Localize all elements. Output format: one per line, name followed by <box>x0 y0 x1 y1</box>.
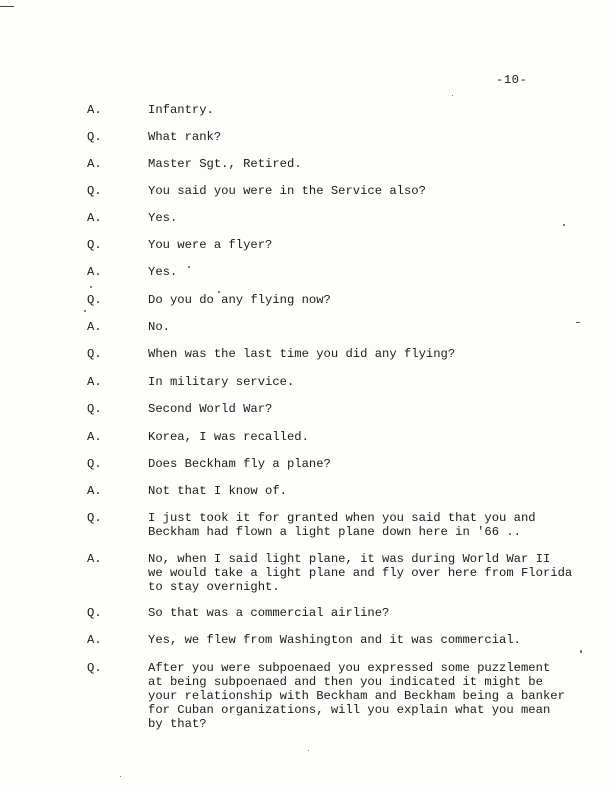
utterance-text: Master Sgt., Retired. <box>148 157 302 171</box>
scan-speck <box>84 310 86 312</box>
speaker-label: Q. <box>87 130 102 144</box>
scan-speck <box>308 750 309 751</box>
utterance-text: You were a flyer? <box>148 238 273 252</box>
utterance-text: When was the last time you did any flying? <box>148 347 456 361</box>
scan-speck <box>120 776 121 777</box>
speaker-label: A. <box>87 552 102 566</box>
scan-speck <box>563 224 565 226</box>
speaker-label: A. <box>87 103 102 117</box>
speaker-label: Q. <box>87 238 102 252</box>
speaker-label: Q. <box>87 347 102 361</box>
speaker-label: Q. <box>87 184 102 198</box>
speaker-label: Q. <box>87 661 102 675</box>
speaker-label: A. <box>87 320 102 334</box>
utterance-text: I just took it for granted when you said that you and Beckham had flown a light plane down here in '66 .. <box>148 511 536 539</box>
utterance-text: Yes. <box>148 211 178 225</box>
speaker-label: A. <box>87 430 102 444</box>
utterance-text: What rank? <box>148 130 222 144</box>
speaker-label: Q. <box>87 293 102 307</box>
scan-speck <box>580 650 582 653</box>
utterance-text: You said you were in the Service also? <box>148 184 426 198</box>
utterance-text: Korea, I was recalled. <box>148 430 309 444</box>
scan-speck <box>90 286 92 288</box>
speaker-label: Q. <box>87 511 102 525</box>
utterance-text: Do you do any flying now? <box>148 293 331 307</box>
utterance-text: Second World War? <box>148 402 273 416</box>
utterance-text: Does Beckham fly a plane? <box>148 457 331 471</box>
speaker-label: Q. <box>87 606 102 620</box>
speaker-label: Q. <box>87 402 102 416</box>
speaker-label: A. <box>87 375 102 389</box>
speaker-label: A. <box>87 633 102 647</box>
speaker-label: A. <box>87 157 102 171</box>
utterance-text: Yes. <box>148 265 178 279</box>
utterance-text: In military service. <box>148 375 295 389</box>
utterance-text: After you were subpoenaed you expressed some puzzlement at being subpoenaed and then you indicated it might be your relationship with Beckham and Beckham being a banker for Cuban organizations, will you explain what you mean by that? <box>148 661 565 731</box>
scan-speck <box>188 266 190 268</box>
utterance-text: No. <box>148 320 170 334</box>
scan-speck <box>452 95 453 96</box>
utterance-text: Infantry. <box>148 103 214 117</box>
speaker-label: A. <box>87 211 102 225</box>
utterance-text: Not that I know of. <box>148 484 287 498</box>
scan-speck <box>218 291 220 293</box>
utterance-text: No, when I said light plane, it was during World War II we would take a light plane and fly over here from Florida to stay overnight. <box>148 552 573 594</box>
speaker-label: Q. <box>87 457 102 471</box>
speaker-label: A. <box>87 484 102 498</box>
page-number: -10- <box>496 73 528 87</box>
utterance-text: So that was a commercial airline? <box>148 606 390 620</box>
utterance-text: Yes, we flew from Washington and it was commercial. <box>148 633 521 647</box>
scan-speck <box>576 322 580 323</box>
speaker-label: A. <box>87 265 102 279</box>
